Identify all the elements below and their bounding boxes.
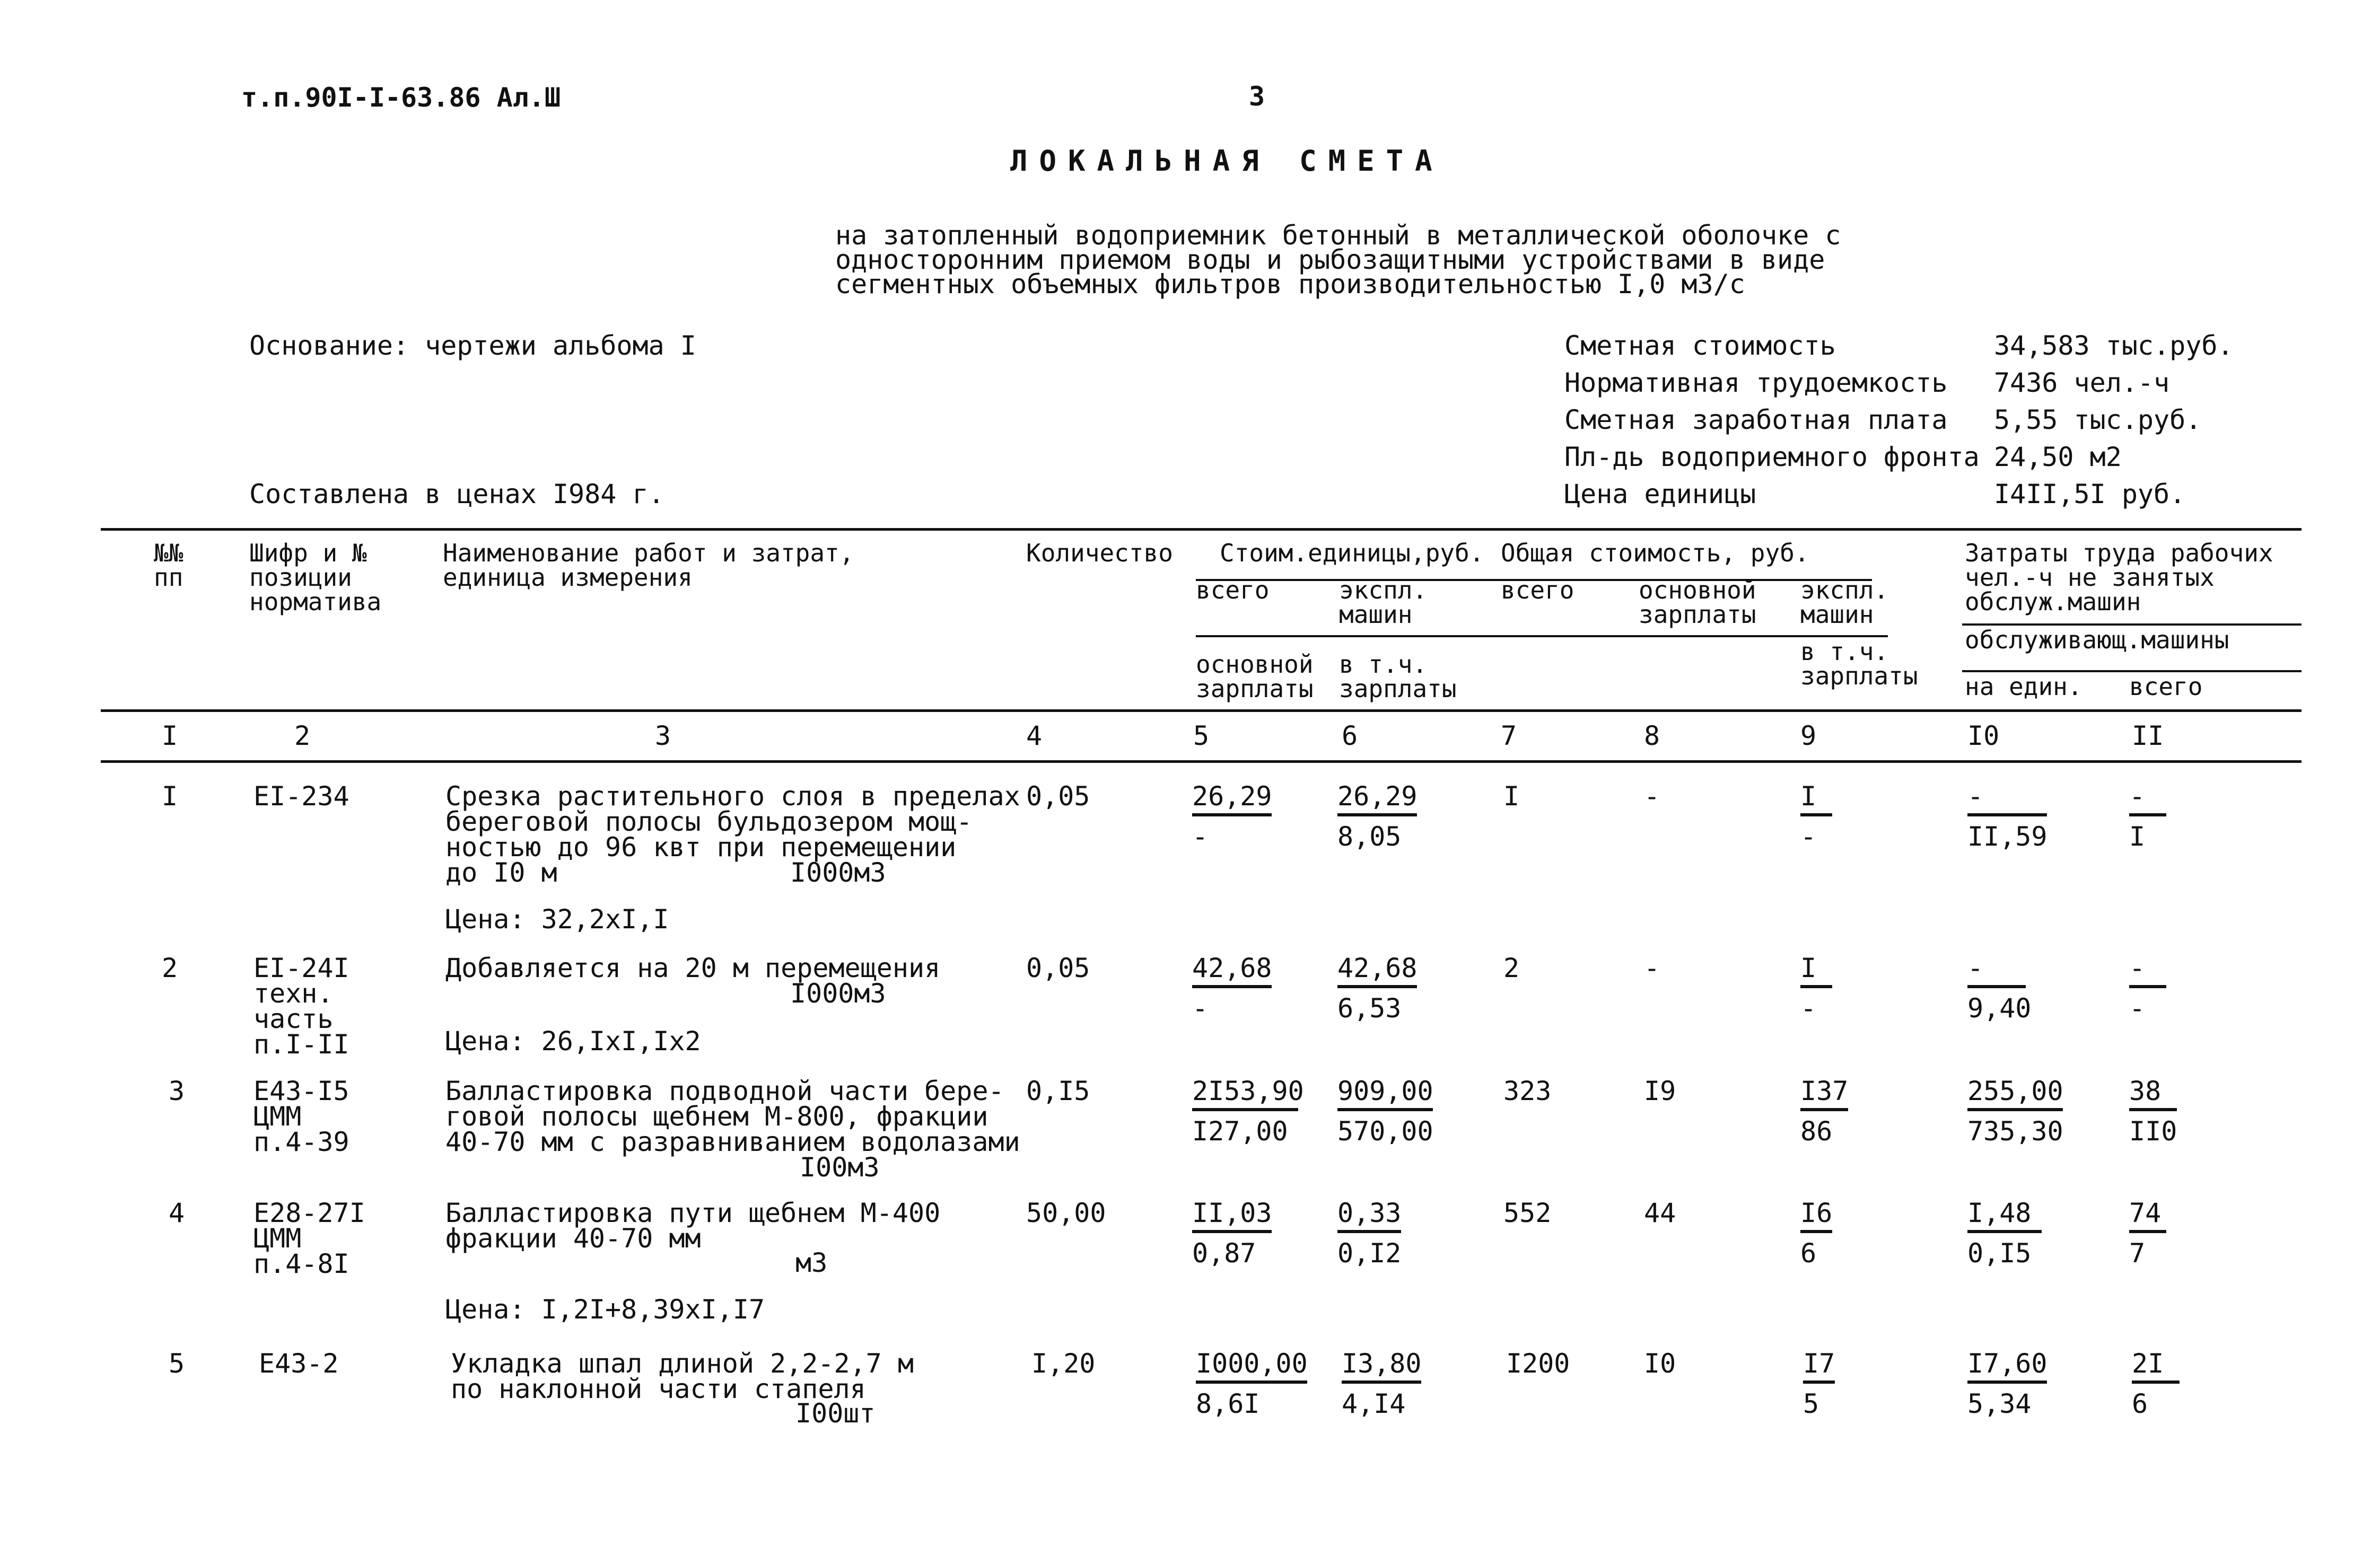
total-machines-fraction <box>1800 1076 1849 1147</box>
fraction-top: I7 <box>1803 1348 1835 1379</box>
labor-total-fraction <box>2132 1348 2180 1419</box>
total-machines-fraction <box>1800 781 1832 852</box>
header-unit-cost-all: всего <box>1196 576 1270 604</box>
labor-total-fraction <box>2129 1076 2177 1147</box>
fraction-top: I000,00 <box>1196 1348 1308 1379</box>
row-code: E43-2 <box>259 1348 339 1379</box>
fraction-bottom: 0,I2 <box>1337 1238 1402 1269</box>
fraction-bottom: II0 <box>2129 1116 2177 1147</box>
column-number: I0 <box>1967 720 2000 751</box>
row-number: 5 <box>169 1348 185 1379</box>
column-number: 3 <box>655 720 671 751</box>
header-code: Шифр и № позиции норматива <box>249 539 382 616</box>
header-total-cost: Общая стоимость, руб. <box>1501 539 1809 567</box>
row-code: E28-27I ЦММ п.4-8I <box>253 1198 365 1279</box>
fraction-bottom: I27,00 <box>1192 1116 1288 1147</box>
row-name: Балластировка пути щебнем М-400 фракции 40-70 мм <box>445 1198 941 1254</box>
row-total-wages: I0 <box>1644 1348 1676 1379</box>
fraction-bottom: 8,05 <box>1337 821 1402 852</box>
header-labor-servicing: обслуживающ.машины <box>1965 626 2229 654</box>
fraction-bottom: 86 <box>1800 1116 1833 1147</box>
row-name: Срезка растительного слоя в пределах береговой полосы бульдозером мощ- ностью до 96 квт при перемещении до I0 м <box>445 781 1020 888</box>
fraction-top: 909,00 <box>1337 1076 1433 1106</box>
prices-year-text: Составлена в ценах I984 г. <box>249 479 664 509</box>
row-number: 3 <box>169 1076 185 1106</box>
row-quantity: 0,I5 <box>1026 1076 1090 1106</box>
column-number: 8 <box>1644 720 1660 751</box>
header-total-machines: экспл. машин <box>1800 576 1889 629</box>
fraction-top: I37 <box>1800 1076 1849 1106</box>
labor-per-unit-fraction <box>1967 1348 2048 1419</box>
table-header-bottom-rule <box>101 709 2302 712</box>
summary-label: Сметная заработная плата <box>1564 405 1948 435</box>
fraction-top: 38 <box>2129 1076 2162 1106</box>
summary-value: I4II,5I руб. <box>1994 479 2186 509</box>
summary-label: Сметная стоимость <box>1564 330 1836 361</box>
row-code: EI-234 <box>253 781 349 812</box>
fraction-top: 26,29 <box>1192 781 1272 812</box>
fraction-bottom: - <box>1800 821 1817 852</box>
row-quantity: I,20 <box>1031 1348 1096 1379</box>
labor-per-unit-fraction <box>1967 1198 2042 1269</box>
header-name: Наименование работ и затрат, единица измерения <box>443 539 854 592</box>
header-unit-cost-wages: основной зарплаты <box>1196 650 1314 703</box>
fraction-bottom: - <box>1192 993 1209 1024</box>
labor-per-unit-fraction <box>1967 781 2048 852</box>
document-title: ЛОКАЛЬНАЯ СМЕТА <box>1010 144 1444 178</box>
page-number: 3 <box>1249 81 1265 112</box>
fraction-bottom: 8,6I <box>1196 1388 1260 1419</box>
unit-cost-fraction <box>1192 1076 1304 1147</box>
header-total-wages: основной зарплаты <box>1639 576 1756 629</box>
row-unit: м3 <box>795 1247 828 1278</box>
row-name: Укладка шпал длиной 2,2-2,7 м по наклонной части стапеля <box>451 1348 914 1404</box>
row-code: E43-I5 ЦММ п.4-39 <box>253 1076 349 1157</box>
header-total-incl-wages: в т.ч. зарплаты <box>1800 637 1918 690</box>
document-reference: т.п.90I-I-63.86 Ал.Ш <box>241 82 561 113</box>
row-quantity: 0,05 <box>1026 781 1090 812</box>
row-total-cost: 2 <box>1503 953 1520 983</box>
fraction-bottom: - <box>1192 821 1209 852</box>
machine-cost-fraction <box>1337 1076 1433 1147</box>
summary-value: 24,50 м2 <box>1994 442 2122 472</box>
labor-total-fraction <box>2129 1198 2166 1269</box>
row-total-wages: I9 <box>1644 1076 1676 1106</box>
subtitle-line: односторонним приемом воды и рыбозащитными устройствами в виде <box>835 244 1825 275</box>
fraction-top: - <box>2129 953 2146 983</box>
unit-cost-fraction <box>1192 1198 1272 1269</box>
row-total-cost: I <box>1503 781 1520 812</box>
unit-cost-fraction <box>1196 1348 1308 1419</box>
summary-label: Нормативная трудоемкость <box>1564 367 1948 398</box>
column-number: 2 <box>294 720 311 751</box>
row-total-wages: 44 <box>1644 1198 1676 1228</box>
header-number: №№ пп <box>154 539 183 592</box>
labor-total-fraction <box>2129 781 2166 852</box>
row-quantity: 50,00 <box>1026 1198 1106 1228</box>
column-number: 7 <box>1501 720 1517 751</box>
row-price: Цена: 32,2хI,I <box>445 904 669 935</box>
fraction-bottom: 6,53 <box>1337 993 1402 1024</box>
unit-cost-fraction <box>1192 781 1272 852</box>
fraction-top: 2I53,90 <box>1192 1076 1304 1106</box>
row-total-cost: 323 <box>1503 1076 1552 1106</box>
fraction-bottom: - <box>1800 993 1817 1024</box>
fraction-top: 2I <box>2132 1348 2164 1379</box>
fraction-bottom: - <box>2129 993 2146 1024</box>
fraction-top: I3,80 <box>1342 1348 1422 1379</box>
fraction-bottom: 4,I4 <box>1342 1388 1406 1419</box>
total-machines-fraction <box>1800 1198 1833 1269</box>
fraction-top: I <box>1800 781 1817 812</box>
summary-label: Цена единицы <box>1564 479 1756 509</box>
row-total-cost: I200 <box>1506 1348 1570 1379</box>
row-name: Балластировка подводной части бере- говой полосы щебнем М-800, фракции 40-70 мм с разравниванием водолазами <box>445 1076 1020 1157</box>
fraction-top: - <box>2129 781 2146 812</box>
table-top-rule <box>101 528 2302 531</box>
row-total-wages: - <box>1644 781 1660 812</box>
machine-cost-fraction <box>1337 953 1418 1024</box>
fraction-top: - <box>1967 953 1984 983</box>
row-name: Добавляется на 20 м перемещения <box>445 953 941 983</box>
row-total-cost: 552 <box>1503 1198 1552 1228</box>
summary-label: Пл-дь водоприемного фронта <box>1564 442 1980 472</box>
row-unit: I000м3 <box>790 857 886 888</box>
header-total-all: всего <box>1501 576 1574 604</box>
fraction-bottom: 9,40 <box>1967 993 2032 1024</box>
fraction-top: - <box>1967 781 1984 812</box>
header-unit-cost-incl-wages: в т.ч. зарплаты <box>1339 650 1457 703</box>
header-labor-total: всего <box>2129 672 2203 701</box>
row-number: 4 <box>169 1198 185 1228</box>
machine-cost-fraction <box>1337 781 1418 852</box>
header-subrule <box>1196 635 1872 637</box>
labor-per-unit-fraction <box>1967 1076 2063 1147</box>
summary-value: 5,55 тыс.руб. <box>1994 405 2202 435</box>
row-code: EI-24I техн. часть п.I-II <box>253 953 349 1060</box>
fraction-top: II,03 <box>1192 1198 1272 1228</box>
fraction-top: I <box>1800 953 1817 983</box>
column-number: II <box>2132 720 2164 751</box>
row-quantity: 0,05 <box>1026 953 1090 983</box>
fraction-top: 42,68 <box>1192 953 1272 983</box>
column-number: 5 <box>1193 720 1210 751</box>
fraction-bottom: 6 <box>2132 1388 2148 1419</box>
fraction-bottom: 5,34 <box>1967 1388 2032 1419</box>
fraction-top: I,48 <box>1967 1198 2032 1228</box>
fraction-bottom: I <box>2129 821 2146 852</box>
header-labor-per-unit: на един. <box>1965 672 2082 701</box>
header-labor: Затраты труда рабочих чел.-ч не занятых обслуж.машин <box>1965 539 2273 616</box>
header-quantity: Количество <box>1026 539 1173 567</box>
machine-cost-fraction <box>1342 1348 1422 1419</box>
row-price: Цена: I,2I+8,39хI,I7 <box>445 1294 765 1325</box>
summary-value: 34,583 тыс.руб. <box>1994 330 2234 361</box>
labor-total-fraction <box>2129 953 2166 1024</box>
fraction-bottom: 570,00 <box>1337 1116 1433 1147</box>
basis-text: Основание: чертежи альбома I <box>249 330 696 361</box>
column-number: 6 <box>1342 720 1358 751</box>
fraction-top: 74 <box>2129 1198 2162 1228</box>
fraction-top: 255,00 <box>1967 1076 2063 1106</box>
column-number: 4 <box>1026 720 1043 751</box>
summary-value: 7436 чел.-ч <box>1994 367 2170 398</box>
fraction-top: I6 <box>1800 1198 1833 1228</box>
row-unit: I00шт <box>795 1398 876 1429</box>
machine-cost-fraction <box>1337 1198 1402 1269</box>
column-numbers-bottom-rule <box>101 760 2302 763</box>
row-number: 2 <box>162 953 178 983</box>
header-unit-cost-machines: экспл. машин <box>1339 576 1428 629</box>
fraction-bottom: II,59 <box>1967 821 2048 852</box>
total-machines-fraction <box>1800 953 1832 1024</box>
fraction-bottom: 0,I5 <box>1967 1238 2032 1269</box>
subtitle-line: сегментных объемных фильтров производительностью I,0 м3/с <box>835 269 1745 300</box>
fraction-bottom: 735,30 <box>1967 1116 2063 1147</box>
row-unit: I000м3 <box>790 978 886 1009</box>
fraction-bottom: 0,87 <box>1192 1238 1256 1269</box>
column-number: 9 <box>1800 720 1817 751</box>
fraction-bottom: 5 <box>1803 1388 1819 1419</box>
fraction-bottom: 7 <box>2129 1238 2146 1269</box>
fraction-top: 42,68 <box>1337 953 1418 983</box>
row-price: Цена: 26,IхI,Iх2 <box>445 1026 701 1057</box>
header-unit-cost: Стоим.единицы,руб. <box>1220 539 1484 567</box>
fraction-top: 26,29 <box>1337 781 1418 812</box>
labor-per-unit-fraction <box>1967 953 2032 1024</box>
subtitle-line: на затопленный водоприемник бетонный в металлической оболочке с <box>835 220 1841 251</box>
total-machines-fraction <box>1803 1348 1835 1419</box>
fraction-bottom: 6 <box>1800 1238 1817 1269</box>
row-total-wages: - <box>1644 953 1660 983</box>
row-number: I <box>162 781 178 812</box>
fraction-top: 0,33 <box>1337 1198 1402 1228</box>
fraction-top: I7,60 <box>1967 1348 2048 1379</box>
row-unit: I00м3 <box>800 1152 880 1183</box>
unit-cost-fraction <box>1192 953 1272 1024</box>
column-number: I <box>162 720 178 751</box>
